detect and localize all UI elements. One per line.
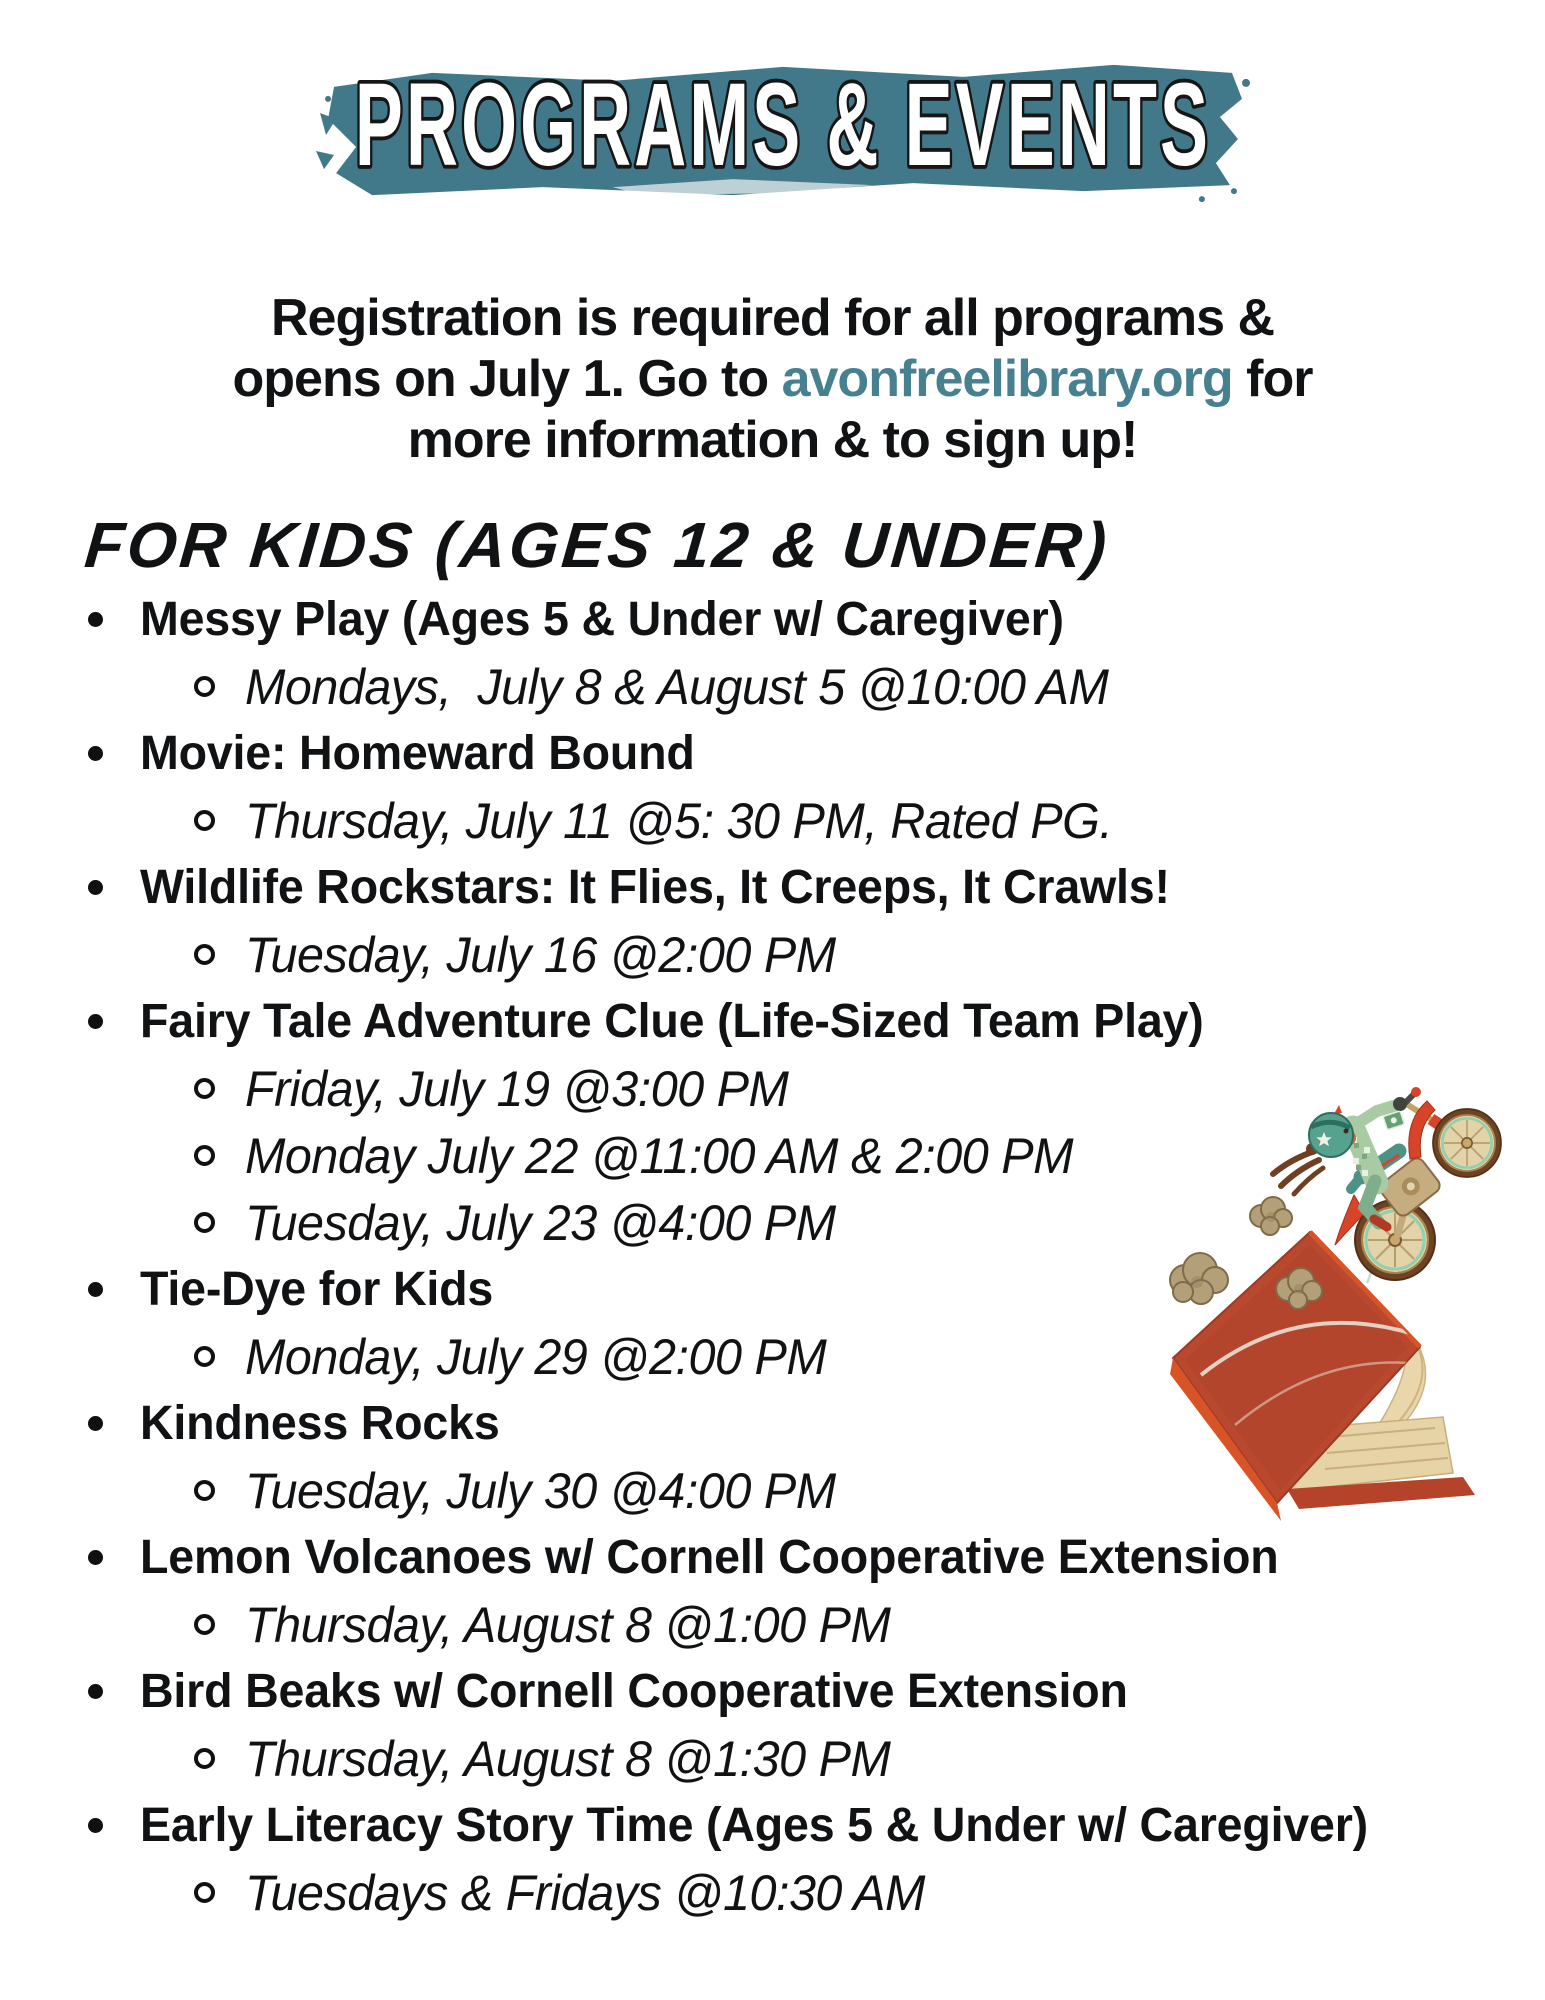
helmet xyxy=(1309,1113,1353,1157)
program-name: Movie: Homeward Bound xyxy=(140,727,695,780)
session-datetime: Mondays, July 8 & August 5 @10:00 AM xyxy=(245,658,1109,715)
title-banner xyxy=(312,38,1254,220)
intro-line-2-post: for xyxy=(1232,350,1313,408)
session-item xyxy=(0,1725,1545,1792)
program-item xyxy=(0,586,1545,653)
bullet-dot-icon xyxy=(88,1550,103,1565)
session-datetime: Tuesday, July 16 @2:00 PM xyxy=(245,926,836,983)
program-name: Messy Play (Ages 5 & Under w/ Caregiver) xyxy=(140,593,1064,646)
front-wheel xyxy=(1433,1109,1501,1177)
intro-text xyxy=(0,288,1545,471)
program-item xyxy=(0,988,1545,1055)
intro-line-2 xyxy=(0,349,1545,410)
program-name: Wildlife Rockstars: It Flies, It Creeps, It Crawls! xyxy=(140,861,1170,914)
session-datetime: Monday, July 29 @2:00 PM xyxy=(245,1328,827,1385)
program-name: Fairy Tale Adventure Clue (Life-Sized Team Play) xyxy=(140,995,1204,1048)
bullet-circle-icon xyxy=(194,1212,215,1233)
bullet-circle-icon xyxy=(194,676,215,697)
session-item xyxy=(0,1859,1545,1926)
bullet-circle-icon xyxy=(194,1145,215,1166)
session-datetime: Thursday, August 8 @1:30 PM xyxy=(245,1730,891,1787)
bullet-circle-icon xyxy=(194,1748,215,1769)
bullet-dot-icon xyxy=(88,1684,103,1699)
session-datetime: Tuesday, July 23 @4:00 PM xyxy=(245,1194,836,1251)
program-item xyxy=(0,1792,1545,1859)
page-title: PROGRAMS & EVENTS xyxy=(354,58,1212,191)
program-name: Early Literacy Story Time (Ages 5 & Under w/ Caregiver) xyxy=(140,1799,1368,1852)
library-website-link[interactable]: avonfreelibrary.org xyxy=(781,350,1233,408)
session-datetime: Monday July 22 @11:00 AM & 2:00 PM xyxy=(245,1127,1074,1184)
intro-line-2-pre: opens on July 1. Go to xyxy=(232,350,782,408)
bullet-circle-icon xyxy=(194,1346,215,1367)
program-item xyxy=(0,1658,1545,1725)
bullet-circle-icon xyxy=(194,1614,215,1635)
section-heading: FOR KIDS (AGES 12 & UNDER) xyxy=(82,509,1113,581)
program-item xyxy=(0,854,1545,921)
bullet-dot-icon xyxy=(88,1282,103,1297)
bullet-dot-icon xyxy=(88,1818,103,1833)
session-datetime: Friday, July 19 @3:00 PM xyxy=(245,1060,789,1117)
motorcycle-book-illustration xyxy=(1115,1075,1535,1525)
intro-line-1: Registration is required for all programs & xyxy=(271,289,1274,347)
session-datetime: Thursday, August 8 @1:00 PM xyxy=(245,1596,891,1653)
bullet-circle-icon xyxy=(194,1480,215,1501)
program-name: Tie-Dye for Kids xyxy=(140,1263,494,1316)
program-name: Kindness Rocks xyxy=(140,1397,500,1450)
program-item xyxy=(0,1524,1545,1591)
session-datetime: Thursday, July 11 @5: 30 PM, Rated PG. xyxy=(245,792,1113,849)
bullet-circle-icon xyxy=(194,1078,215,1099)
session-item xyxy=(0,653,1545,720)
intro-line-3: more information & to sign up! xyxy=(407,411,1138,469)
bullet-dot-icon xyxy=(88,746,103,761)
program-item xyxy=(0,720,1545,787)
program-name: Bird Beaks w/ Cornell Cooperative Extension xyxy=(140,1665,1128,1718)
bullet-dot-icon xyxy=(88,1416,103,1431)
bullet-dot-icon xyxy=(88,612,103,627)
bullet-circle-icon xyxy=(194,1882,215,1903)
bullet-circle-icon xyxy=(194,810,215,831)
program-name: Lemon Volcanoes w/ Cornell Cooperative Extension xyxy=(140,1531,1279,1584)
bullet-circle-icon xyxy=(194,944,215,965)
bullet-dot-icon xyxy=(88,1014,103,1029)
session-datetime: Tuesdays & Fridays @10:30 AM xyxy=(245,1864,925,1921)
session-item xyxy=(0,921,1545,988)
session-datetime: Tuesday, July 30 @4:00 PM xyxy=(245,1462,836,1519)
session-item xyxy=(0,787,1545,854)
session-item xyxy=(0,1591,1545,1658)
bullet-dot-icon xyxy=(88,880,103,895)
